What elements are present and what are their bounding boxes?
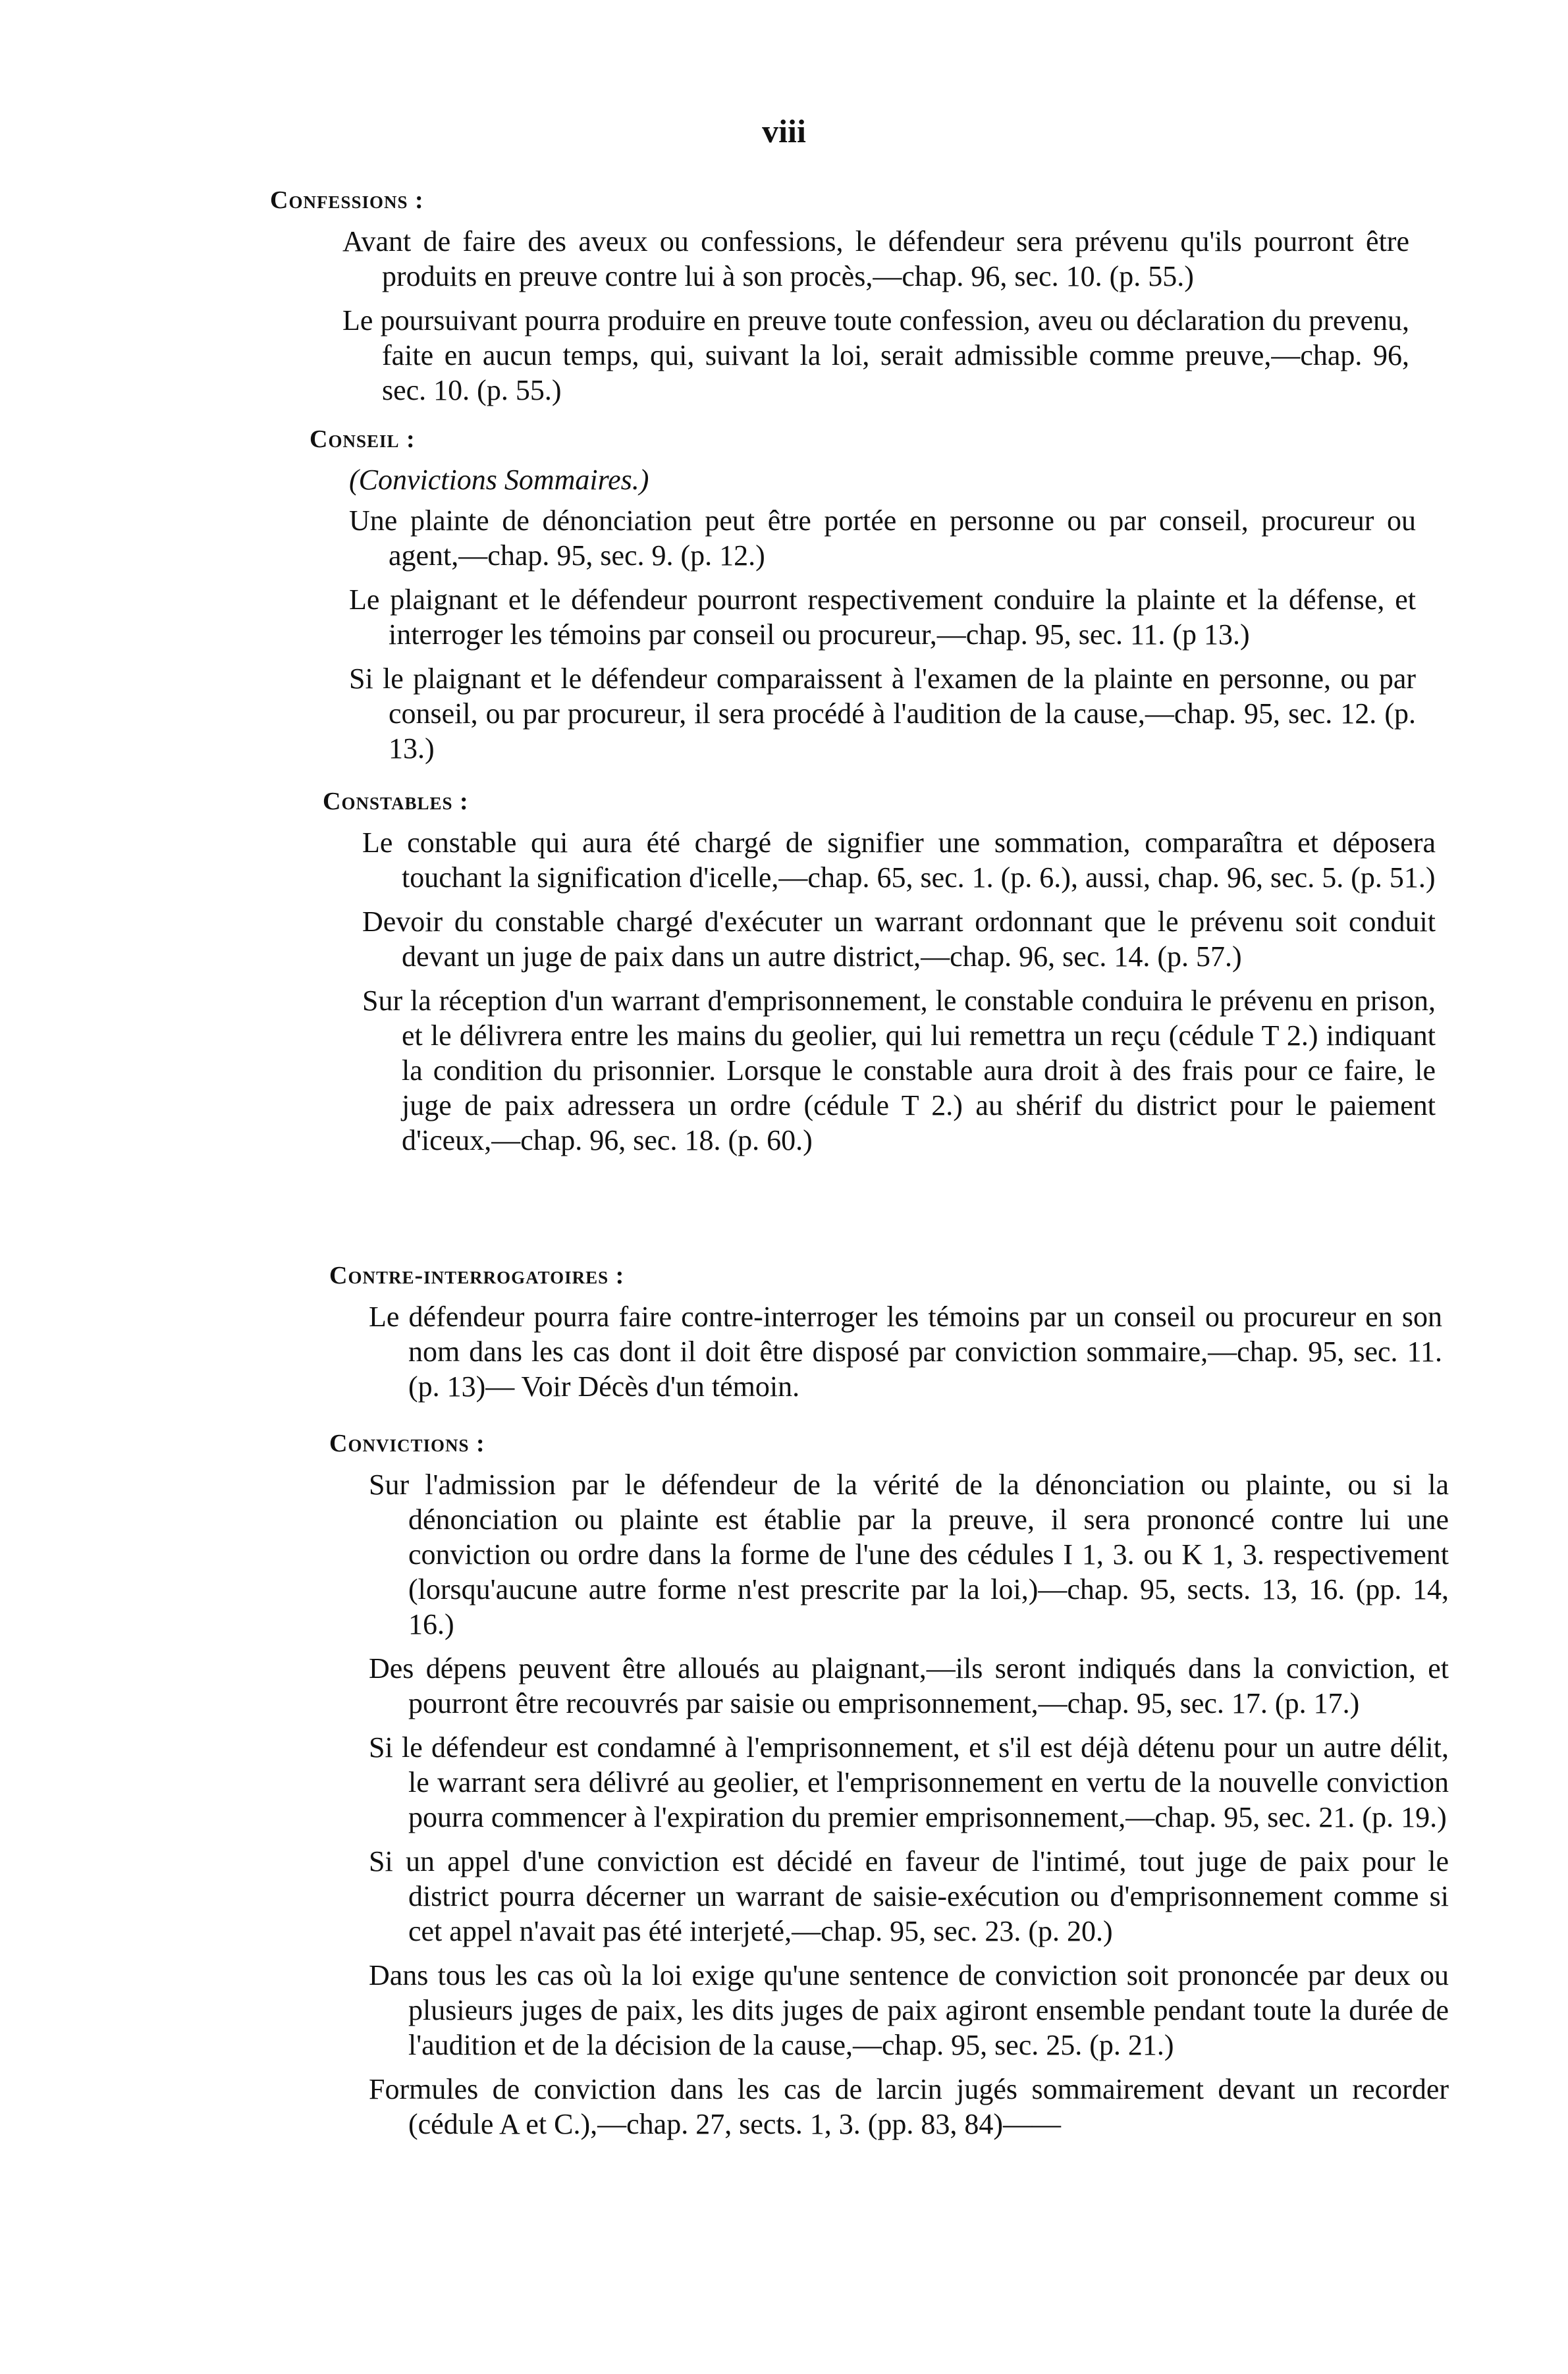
entry: Le plaignant et le défendeur pourront respectivement conduire la plainte et la défense, et interroger les témoins par conseil ou procureur,—chap. 95, sec. 11. (p 13.) bbox=[349, 583, 1416, 651]
entry: Des dépens peuvent être alloués au plaignant,—ils seront indiqués dans la conviction, et pourront être recouvrés par saisie ou emprisonnement,—chap. 95, sec. 17. (p. 17.) bbox=[369, 1652, 1449, 1719]
section-subheading: (Convictions Sommaires.) bbox=[349, 464, 649, 496]
section-heading: Contre-interrogatoires : bbox=[329, 1262, 625, 1289]
entry: Si le plaignant et le défendeur comparaissent à l'examen de la plainte en personne, ou par conseil, ou par procureur, il sera procédé à l'audition de la cause,—chap. 95, sec. 12. (p. 13.) bbox=[349, 662, 1416, 765]
entry: Le poursuivant pourra produire en preuve toute confession, aveu ou déclaration du prevenu, faite en aucun temps, qui, suivant la loi, serait admissible comme preuve,—chap. 96, sec. 10. (p. 55.) bbox=[342, 304, 1409, 406]
section-conseil bbox=[310, 425, 1416, 775]
section-heading: Convictions : bbox=[329, 1430, 485, 1457]
section-heading: Confessions : bbox=[270, 186, 424, 214]
section-contre-interrogatoires bbox=[329, 1261, 1442, 1413]
entry: Sur l'admission par le défendeur de la vérité de la dénonciation ou plainte, ou si la dénonciation ou plainte est établie par la preuve, il sera prononcé contre lui une conviction ou ordre dans la forme de l'une des cédules I 1, 3. ou K 1, 3. respectivement (lorsqu'aucune autre forme n'est prescrite par la loi,)—chap. 95, sects. 13, 16. (pp. 14, 16.) bbox=[369, 1469, 1449, 1640]
section-convictions bbox=[329, 1429, 1449, 2151]
entry: Si le défendeur est condamné à l'emprisonnement, et s'il est déjà détenu pour un autre délit, le warrant sera délivré au geolier, et l'emprisonnement en vertu de la nouvelle conviction pourra commencer à l'expiration du premier emprisonnement,—chap. 95, sec. 21. (p. 19.) bbox=[369, 1731, 1449, 1833]
entry: Sur la réception d'un warrant d'emprisonnement, le constable conduira le prévenu en prison, et le délivrera entre les mains du geolier, qui lui remettra un reçu (cédule T 2.) indiquant la condition du prisonnier. Lorsque le constable aura droit à des frais pour ce faire, le juge de paix adressera un ordre (cédule T 2.) au shérif du district pour le paiement d'iceux,—chap. 96, sec. 18. (p. 60.) bbox=[362, 985, 1436, 1156]
entry: Si un appel d'une conviction est décidé en faveur de l'intimé, tout juge de paix pour le district pourra décerner un warrant de saisie-exécution ou d'emprisonnement comme si cet appel n'avait pas été interjeté,—chap. 95, sec. 23. (p. 20.) bbox=[369, 1845, 1449, 1947]
section-constables bbox=[323, 787, 1436, 1167]
entry: Le défendeur pourra faire contre-interroger les témoins par un conseil ou procureur en son nom dans les cas dont il doit être disposé par conviction sommaire,—chap. 95, sec. 11. (p. 13)— Voir Décès d'un témoin. bbox=[369, 1301, 1442, 1403]
page-number: viii bbox=[762, 113, 806, 149]
entry: Avant de faire des aveux ou confessions, le défendeur sera prévenu qu'ils pourront être produits en preuve contre lui à son procès,—chap. 96, sec. 10. (p. 55.) bbox=[342, 225, 1409, 292]
section-heading: Conseil : bbox=[310, 425, 416, 453]
entry: Une plainte de dénonciation peut être portée en personne ou par conseil, procureur ou agent,—chap. 95, sec. 9. (p. 12.) bbox=[349, 504, 1416, 572]
section-heading: Constables : bbox=[323, 788, 469, 815]
entry: Dans tous les cas où la loi exige qu'une sentence de conviction soit prononcée par deux ou plusieurs juges de paix, les dits juges de paix agiront ensemble pendant toute la durée de l'audition et de la décision de la cause,—chap. 95, sec. 25. (p. 21.) bbox=[369, 1959, 1449, 2061]
entry: Formules de conviction dans les cas de larcin jugés sommairement devant un recorder (cédule A et C.),—chap. 27, sects. 1, 3. (pp. 83, 84)—— bbox=[369, 2073, 1449, 2140]
section-confessions bbox=[270, 186, 1409, 417]
entry: Le constable qui aura été chargé de signifier une sommation, comparaîtra et déposera touchant la signification d'icelle,—chap. 65, sec. 1. (p. 6.), aussi, chap. 96, sec. 5. (p. 51.) bbox=[362, 826, 1436, 894]
entry: Devoir du constable chargé d'exécuter un warrant ordonnant que le prévenu soit conduit devant un juge de paix dans un autre district,—chap. 96, sec. 14. (p. 57.) bbox=[362, 905, 1436, 973]
